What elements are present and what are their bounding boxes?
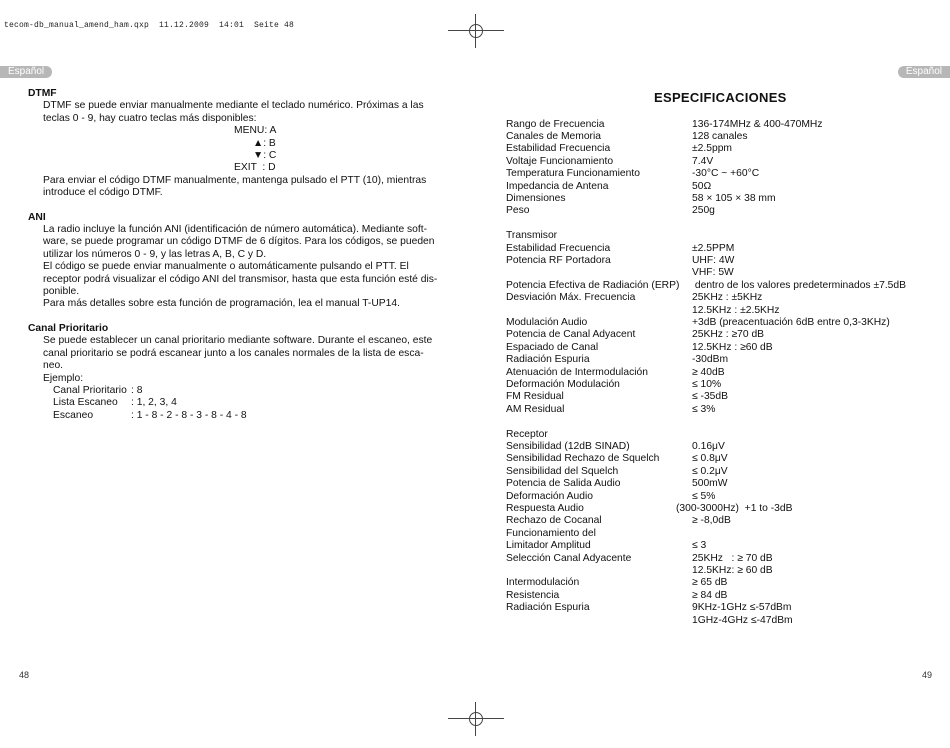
dtmf-heading: DTMF: [28, 88, 57, 99]
spec-label: Potencia de Canal Adyacent: [506, 329, 636, 341]
example-label: Escaneo: [53, 409, 94, 421]
spec-label: Espaciado de Canal: [506, 341, 599, 353]
spec-label: Estabilidad Frecuencia: [506, 242, 611, 254]
canal-prioritario-heading: Canal Prioritario: [28, 322, 109, 334]
spec-label: Deformación Audio: [506, 490, 594, 502]
spec-value: ≥ 40dB: [692, 366, 725, 378]
spec-value: ≥ 65 dB: [692, 577, 728, 589]
ani-text: Para más detalles sobre esta función de programación, lea el manual T-UP14.: [43, 298, 400, 310]
example-value: : 1, 2, 3, 4: [131, 397, 177, 409]
spec-value: 12.5KHz: ≥ 60 dB: [692, 564, 773, 576]
spec-value: ≤ -35dB: [692, 391, 728, 403]
spec-value: 50Ω: [692, 180, 712, 192]
spec-value: UHF: 4W: [692, 254, 735, 266]
language-tab-left: Español: [0, 66, 52, 78]
spec-label: Rango de Frecuencia: [506, 118, 605, 130]
spec-value: (300-3000Hz) +1 to -3dB: [676, 502, 793, 514]
spec-label: Radiación Espuria: [506, 602, 590, 614]
spec-label: FM Residual: [506, 391, 564, 403]
spec-value: 25KHz : ≥ 70 dB: [692, 552, 773, 564]
spec-value: VHF: 5W: [692, 267, 734, 279]
spec-label: Rechazo de Cocanal: [506, 515, 602, 527]
spec-label: Desviación Máx. Frecuencia: [506, 292, 636, 304]
spec-value: 1GHz-4GHz ≤-47dBm: [692, 614, 793, 626]
spec-value: dentro de los valores predeterminados ±7.5dB: [692, 279, 907, 291]
language-tab-right: Español: [898, 66, 950, 78]
dtmf-text: introduce el código DTMF.: [43, 187, 163, 199]
spec-value: ≤ 0.8μV: [692, 453, 728, 465]
spec-value: 12.5KHz : ±2.5KHz: [692, 304, 780, 316]
ani-text: receptor podrá visualizar el código ANI del transmisor, hasta que esta función esté dis-: [43, 273, 438, 285]
spec-value: 0.16μV: [692, 440, 725, 452]
example-label: Canal Prioritario: [53, 384, 127, 396]
dtmf-key-down: ▼: C: [253, 150, 277, 162]
dtmf-key-exit: EXIT : D: [234, 162, 276, 174]
spec-value: 250g: [692, 205, 715, 217]
spec-label: Potencia de Salida Audio: [506, 478, 621, 490]
spec-label: Sensibilidad del Squelch: [506, 465, 619, 477]
spec-label: Receptor: [506, 428, 548, 440]
canal-example-list: [28, 385, 448, 422]
spec-label: Funcionamiento del: [506, 527, 596, 539]
example-value: : 8: [131, 384, 143, 396]
spec-label: Resistencia: [506, 589, 560, 601]
spec-value: 500mW: [692, 478, 728, 490]
dtmf-text: teclas 0 - 9, hay cuatro teclas más disponibles:: [43, 112, 257, 124]
spec-value: ≥ -8,0dB: [692, 515, 731, 527]
ani-heading: ANI: [28, 211, 46, 223]
spec-value: ±2.5ppm: [692, 143, 732, 155]
canal-text: Se puede establecer un canal prioritario mediante software. Durante el escaneo, este: [43, 335, 433, 347]
spec-label: Deformación Modulación: [506, 378, 620, 390]
spec-value: -30°C ~ +60°C: [692, 168, 760, 180]
spec-label: Modulación Audio: [506, 316, 588, 328]
ani-text: utilizar los números 0 - 9, y las letras A, B, C y D.: [43, 248, 267, 260]
spec-label: Intermodulación: [506, 577, 580, 589]
spec-label: Potencia Efectiva de Radiación (ERP): [506, 279, 680, 291]
spec-label: Temperatura Funcionamiento: [506, 168, 640, 180]
page-number-left: 48: [19, 670, 30, 680]
dtmf-key-menu: MENU: A: [234, 125, 277, 137]
crop-mark-icon: [448, 708, 504, 730]
ani-text: La radio incluye la función ANI (identificación de número automática). Mediante soft-: [43, 224, 428, 236]
crop-mark-icon: [448, 20, 504, 42]
spec-value: 12.5KHz : ≥60 dB: [692, 341, 773, 353]
canal-text: Ejemplo:: [43, 372, 84, 384]
dtmf-text: Para enviar el código DTMF manualmente, mantenga pulsado el PTT (10), mientras: [43, 174, 427, 186]
canal-text: neo.: [43, 360, 64, 372]
left-page-content: [28, 88, 448, 422]
spec-value: 136-174MHz & 400-470MHz: [692, 118, 823, 130]
spec-value: ≥ 84 dB: [692, 589, 728, 601]
page-number-right: 49: [922, 670, 933, 680]
spec-label: Peso: [506, 205, 530, 217]
dtmf-key-up: ▲: B: [253, 137, 276, 149]
spec-label: Respuesta Audio: [506, 502, 584, 514]
dtmf-key-list: [28, 125, 448, 175]
spec-value: +3dB (preacentuación 6dB entre 0,3-3KHz): [692, 316, 890, 328]
spec-label: Radiación Espuria: [506, 354, 590, 366]
spec-value: 7.4V: [692, 155, 714, 167]
spec-label: Canales de Memoria: [506, 130, 602, 142]
spec-label: Potencia RF Portadora: [506, 254, 611, 266]
spec-label: Selección Canal Adyacente: [506, 552, 632, 564]
spec-value: 25KHz : ≥70 dB: [692, 329, 765, 341]
file-header: tecom-db_manual_amend_ham.qxp 11.12.2009 14:01 Seite 48: [4, 21, 295, 30]
spec-label: Atenuación de Intermodulación: [506, 366, 648, 378]
dtmf-text: DTMF se puede enviar manualmente mediante el teclado numérico. Próximas a las: [43, 100, 424, 112]
spec-label: Transmisor: [506, 230, 558, 242]
canal-text: canal prioritario se podrá escanear junto a los canales normales de la lista de esca-: [43, 347, 424, 359]
spec-label: Dimensiones: [506, 192, 566, 204]
spec-value: 25KHz : ±5KHz: [692, 292, 763, 304]
spec-label: Estabilidad Frecuencia: [506, 143, 611, 155]
spec-value: 9KHz-1GHz ≤-57dBm: [692, 602, 792, 614]
spec-label: Sensibilidad (12dB SINAD): [506, 440, 630, 452]
example-value: : 1 - 8 - 2 - 8 - 3 - 8 - 4 - 8: [131, 409, 247, 421]
ani-text: ponible.: [43, 286, 80, 298]
spec-label: Voltaje Funcionamiento: [506, 155, 614, 167]
spec-label: Sensibilidad Rechazo de Squelch: [506, 453, 660, 465]
spec-label: Impedancia de Antena: [506, 180, 609, 192]
example-label: Lista Escaneo: [53, 397, 118, 409]
spec-value: ≤ 10%: [692, 378, 722, 390]
ani-text: El código se puede enviar manualmente o automáticamente pulsando el PTT. El: [43, 261, 409, 273]
spec-value: 58 × 105 × 38 mm: [692, 192, 776, 204]
spec-value: ≤ 3%: [692, 403, 716, 415]
spec-value: ≤ 0.2μV: [692, 465, 728, 477]
spec-value: ≤ 3: [692, 540, 707, 552]
specifications-title: ESPECIFICACIONES: [654, 90, 787, 105]
spec-label: Limitador Amplitud: [506, 540, 591, 552]
ani-text: ware, se puede programar un código DTMF de 6 dígitos. Para los códigos, se pueden: [43, 236, 435, 248]
spec-label: AM Residual: [506, 403, 565, 415]
spec-value: ±2.5PPM: [692, 242, 735, 254]
spec-value: -30dBm: [692, 354, 729, 366]
spec-value: 128 canales: [692, 130, 748, 142]
spec-value: ≤ 5%: [692, 490, 716, 502]
